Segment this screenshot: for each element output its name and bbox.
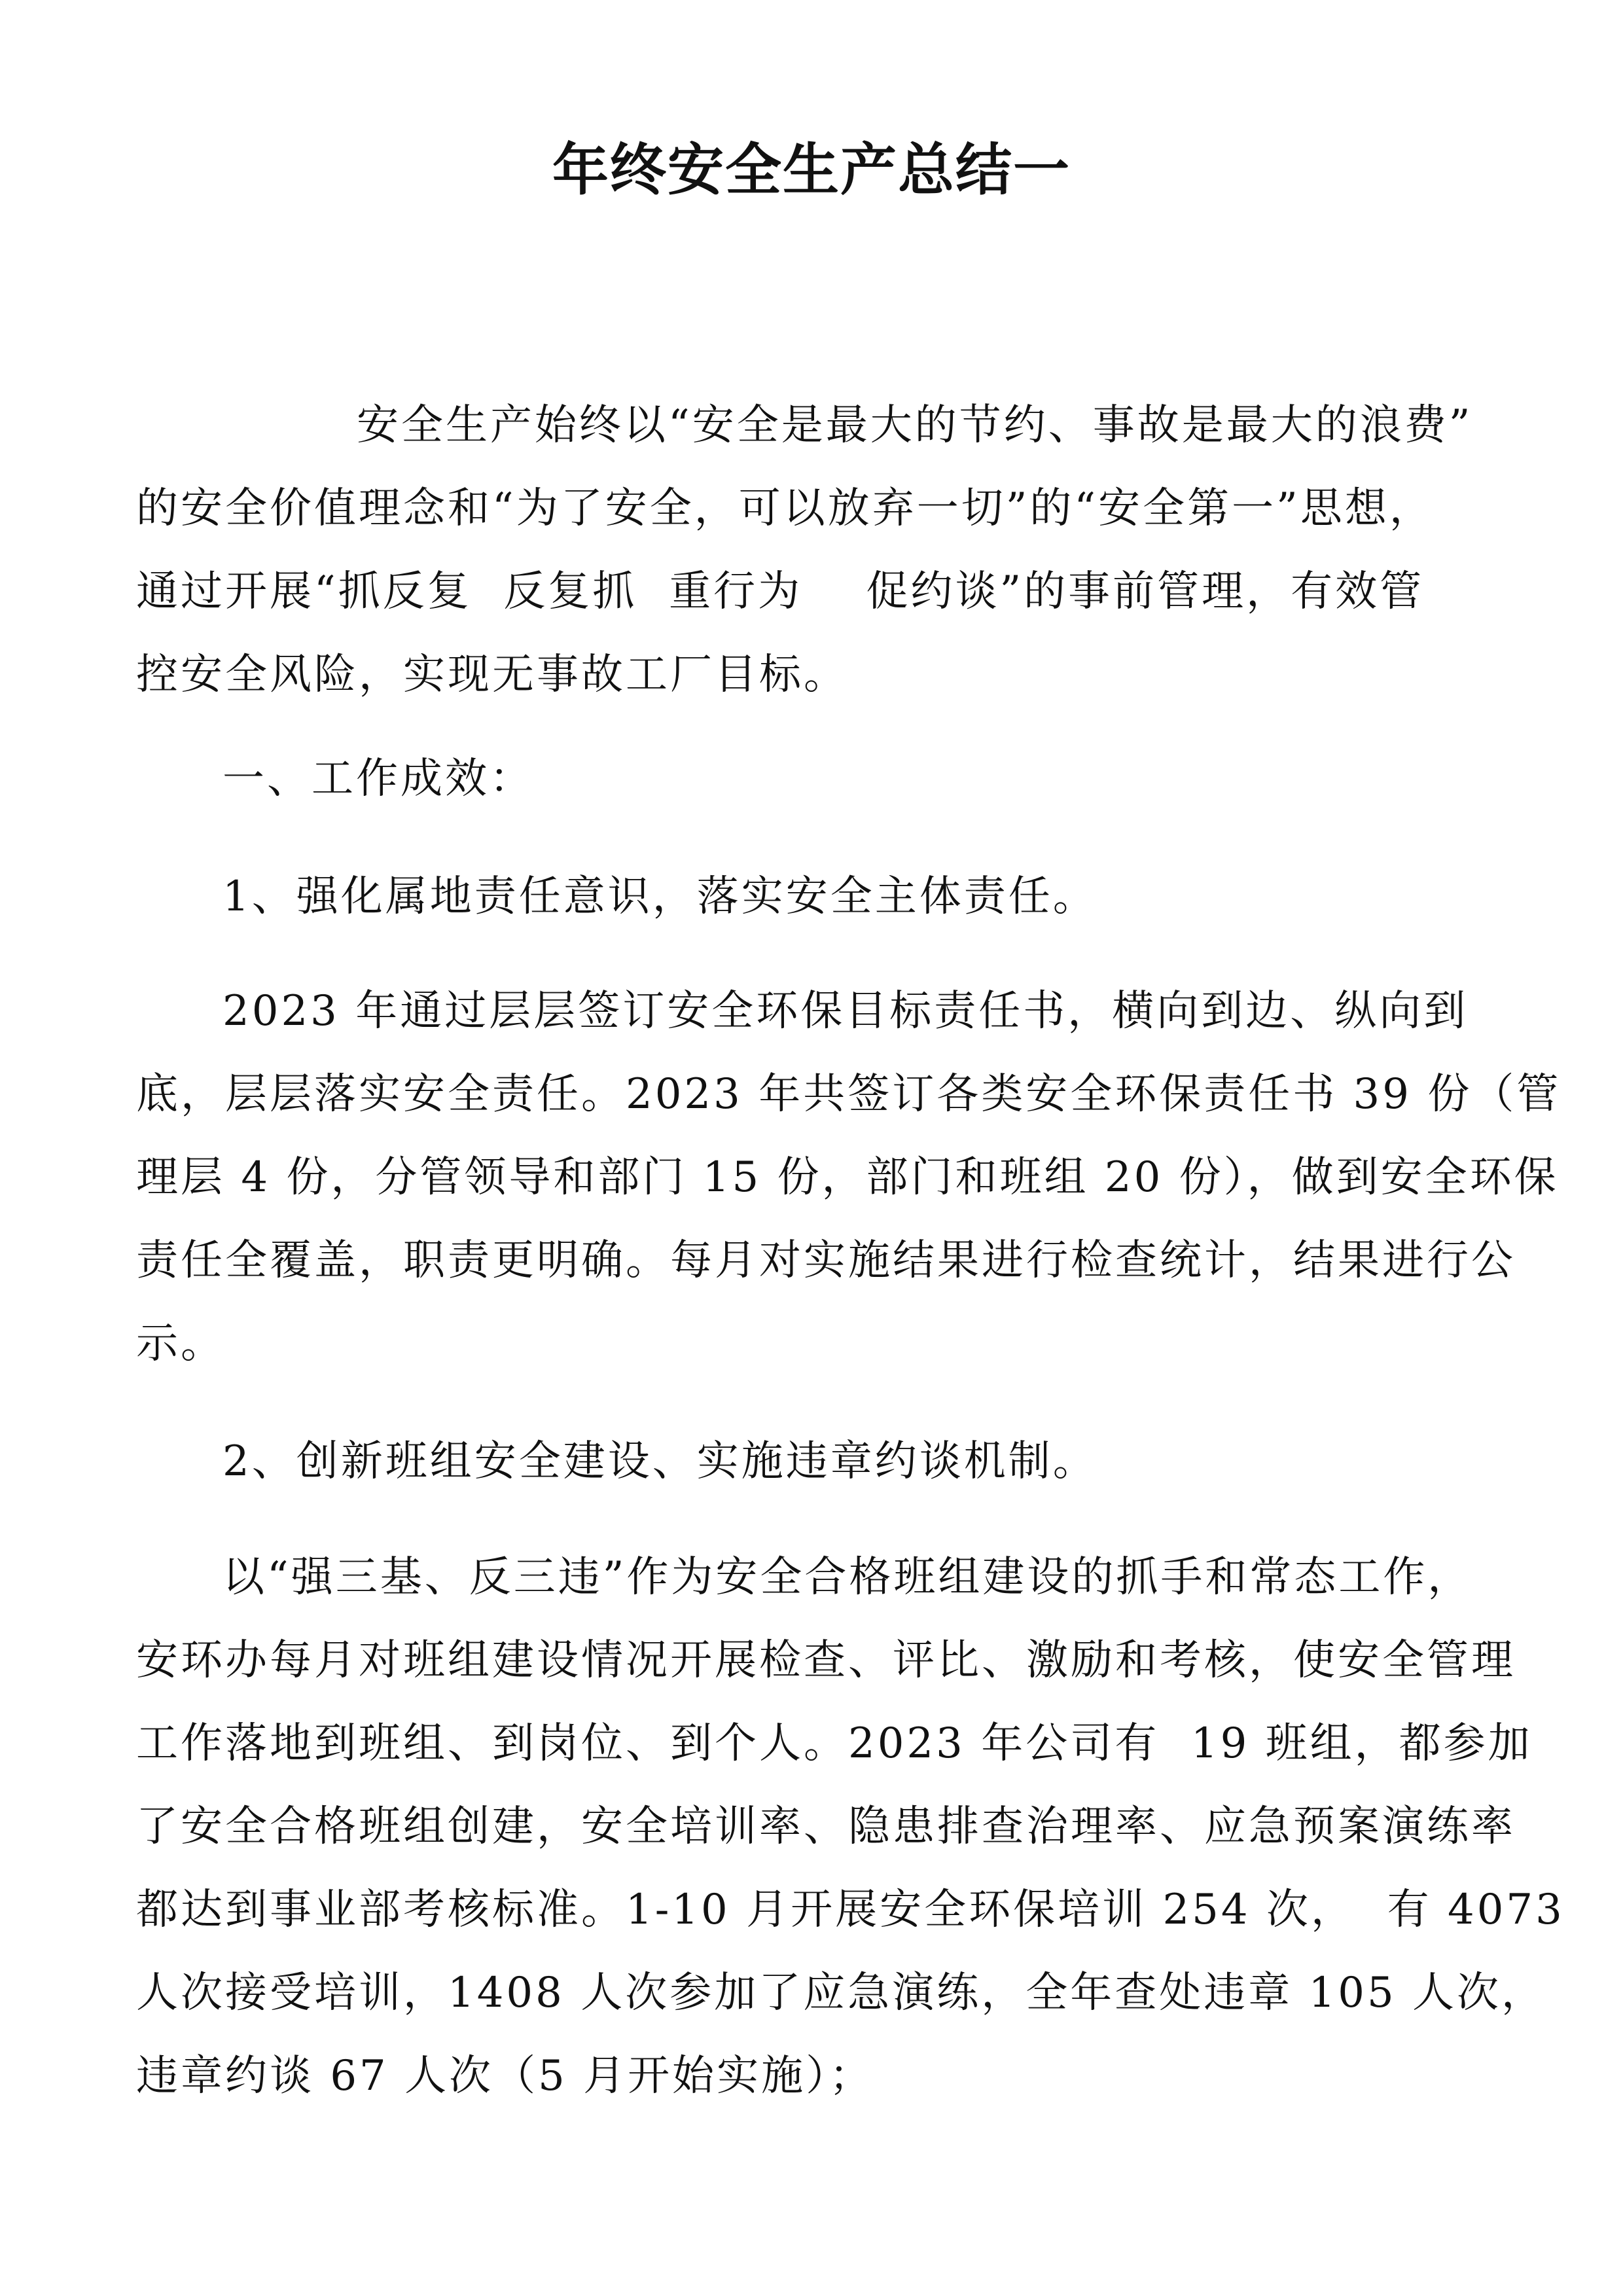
paragraph-line: 责任全覆盖，职责更明确。每月对实施结果进行检查统计，结果进行公 [136,1236,1516,1285]
paragraph-line: 示。 [136,1319,225,1368]
paragraph-line: 理层 4 份，分管领导和部门 15 份，部门和班组 20 份），做到安全环保 [136,1153,1559,1202]
paragraph-line: 违章约谈 67 人次（5 月开始实施）； [136,2052,874,2100]
paragraph-line: 人次接受培训，1408 人次参加了应急演练，全年查处违章 105 人次， [136,1969,1546,2017]
paragraph-line: 控安全风险，实现无事故工厂目标。 [136,651,848,699]
paragraph-line: 工作落地到班组、到岗位、到个人。2023 年公司有 19 班组，都参加 [136,1719,1533,1768]
subsection-heading: 1、强化属地责任意识，落实安全主体责任。 [223,872,1097,921]
paragraph-line: 都达到事业部考核标准。1-10 月开展安全环保培训 254 次， 有 4073 [136,1886,1565,1934]
paragraph-line: 通过开展“抓反复 反复抓 重行为 促约谈”的事前管理，有效管 [136,567,1425,616]
paragraph-line: 2023 年通过层层签订安全环保目标责任书，横向到边、纵向到 [223,987,1469,1035]
document-title: 年终安全生产总结一 [552,137,1071,203]
paragraph-line: 以“强三基、反三违”作为安全合格班组建设的抓手和常态工作， [223,1553,1472,1602]
paragraph-line: 的安全价值理念和“为了安全，可以放弃一切”的“安全第一”思想， [136,484,1434,533]
paragraph-line: 底，层层落实安全责任。2023 年共签订各类安全环保责任书 39 份（管 [136,1070,1561,1119]
paragraph-line: 安全生产始终以“安全是最大的节约、事故是最大的浪费” [357,401,1473,450]
paragraph-line: 安环办每月对班组建设情况开展检查、评比、激励和考核，使安全管理 [136,1636,1516,1685]
paragraph-line: 了安全合格班组创建，安全培训率、隐患排查治理率、应急预案演练率 [136,1803,1516,1851]
section-heading: 一、工作成效： [223,755,534,803]
subsection-heading: 2、创新班组安全建设、实施违章约谈机制。 [223,1437,1097,1486]
